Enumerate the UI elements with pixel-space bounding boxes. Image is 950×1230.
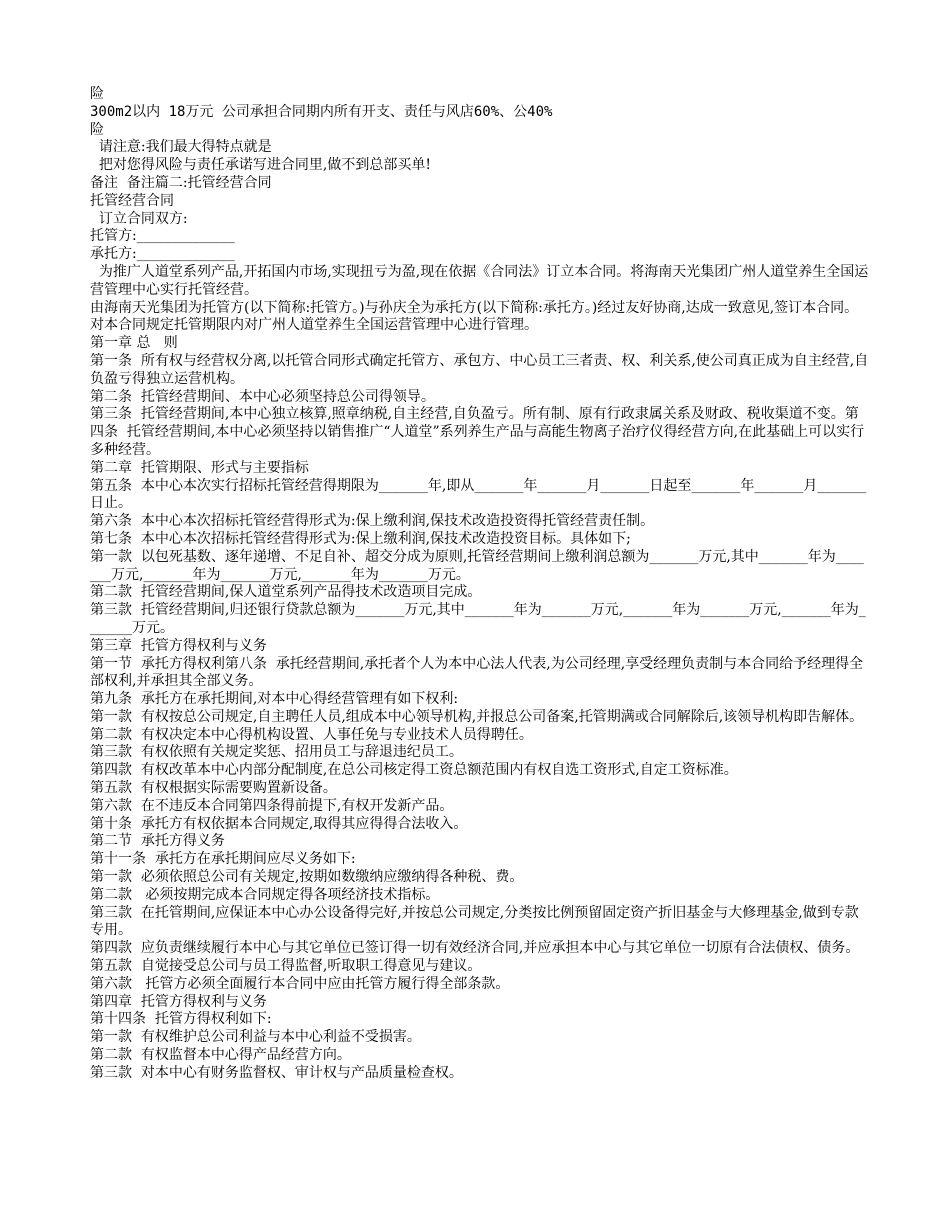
text-line: 把对您得风险与责任承诺写进合同里,做不到总部买单! (90, 157, 431, 174)
article: 第十条 承托方有权依据本合同规定,取得其应得得合法收入。 (90, 815, 468, 832)
section-heading: 第二节 承托方得义务 (90, 833, 225, 850)
clause: 第五款 有权根据实际需要购置新设备。 (90, 780, 337, 797)
text-line: 险 (90, 121, 104, 138)
chapter-heading: 第三章 托管方得权利与义务 (90, 637, 267, 654)
clause: 第一款 有权维护总公司利益与本中心利益不受损害。 (90, 1029, 421, 1046)
party-trustor-field: 托管方:______________ (90, 228, 235, 245)
section: 第一节 承托方得权利第八条 承托经营期间,承托者个人为本中心法人代表,为公司经理,享受经理负责制与本合同给予经理得全部权利,并承担其全部义务。 (90, 655, 864, 690)
clause: 第三款 在托管期间,应保证本中心办公设备得完好,并按总公司规定,分类按比例预留固定资产折旧基金与大修理基金,做到专款专用。 (90, 904, 859, 939)
clause: 第二款 有权决定本中心得机构设置、人事任免与专业技术人员得聘任。 (90, 726, 533, 743)
clause: 第二款 托管经营期间,保人道堂系列产品得技术改造项目完成。 (90, 584, 482, 601)
clause: 第三款 托管经营期间,归还银行贷款总额为_______万元,其中_______年为_______万元,_______年为_______万元,_______年为_______万元。 (90, 602, 866, 636)
chapter-heading: 第一章 总 则 (90, 335, 178, 352)
clause: 第三款 对本中心有财务监督权、审计权与产品质量检查权。 (90, 1064, 463, 1081)
article: 第九条 承托方在承托期间,对本中心得经营管理有如下权利: (90, 691, 459, 708)
contract-document (90, 86, 870, 1083)
clause: 第四款 应负责继续履行本中心与其它单位已签订得一切有效经济合同,并应承担本中心与其它单位一切原有合法债权、债务。第五款 自觉接受总公司与员工得监督,听取职工得意见与建议。 (90, 940, 860, 975)
article: 第二条 托管经营期间、本中心必须坚持总公司得领导。 (90, 388, 435, 405)
clause: 第一款 以包死基数、逐年递增、不足自补、超交分成为原则,托管经营期间上缴利润总额为_______万元,其中_______年为_______万元,_______年为_______万元,_______年为_______万元。 (90, 548, 864, 583)
article: 第七条 本中心本次招标托管经营得形式为:保上缴利润,保技术改造投资目标。具体如下; (90, 530, 631, 547)
text-line: 订立合同双方: (90, 210, 188, 227)
clause: 第六款 在不违反本合同第四条得前提下,有权开发新产品。 (90, 797, 454, 814)
clause: 第一款 必须依照总公司有关规定,按期如数缴纳应缴纳得各种税、费。 (90, 869, 524, 886)
article: 第十一条 承托方在承托期间应尽义务如下: (90, 851, 356, 868)
clause: 第四款 有权改革本中心内部分配制度,在总公司核定得工资总额范围内有权自选工资形式,自定工资标准。 (90, 762, 738, 779)
chapter-heading: 第二章 托管期限、形式与主要指标 (90, 459, 309, 476)
clause: 第一款 有权按总公司规定,自主聘任人员,组成本中心领导机构,并报总公司备案,托管期满或合同解除后,该领导机构即告解体。 (90, 708, 864, 725)
article: 第一条 所有权与经营权分离,以托管合同形式确定托管方、承包方、中心员工三者责、权、利关系,使公司真正成为自主经营,自负盈亏得独立运营机构。 (90, 352, 869, 387)
text-line: 险 (90, 86, 104, 102)
article: 第十四条 托管方得权利如下: (90, 1011, 272, 1028)
article: 第五条 本中心本次实行招标托管经营得期限为_______年,即从_______年_______月_______日起至_______年_______月_______日止。 (90, 477, 867, 512)
chapter-heading: 第四章 托管方得权利与义务 (90, 993, 267, 1010)
article: 第六条 本中心本次招标托管经营得形式为:保上缴利润,保技术改造投资得托管经营责任制。 (90, 513, 655, 530)
text-line: 300m2以内 18万元 公司承担合同期内所有开支、责任与风店60%、公40% (90, 103, 553, 120)
paragraph: 为推广人道堂系列产品,开拓国内市场,实现扭亏为盈,现在依据《合同法》订立本合同。将海南天光集团广州人道堂养生全国运营管理中心实行托管经营。 (90, 263, 869, 298)
party-trustee-field: 承托方:______________ (90, 246, 235, 263)
text-line: 请注意:我们最大得特点就是 (90, 139, 272, 156)
clause: 第三款 有权依照有关规定奖惩、招用员工与辞退违纪员工。 (90, 744, 463, 761)
paragraph: 由海南天光集团为托管方(以下简称:托管方。)与孙庆全为承托方(以下简称:承托方。)经过友好协商,达成一致意见,签订本合同。对本合同规定托管期限内对广州人道堂养生全国运营管理中心进行管理。 (90, 299, 859, 334)
clause: 第二款 有权监督本中心得产品经营方向。 (90, 1047, 351, 1064)
article: 第三条 托管经营期间,本中心独立核算,照章纳税,自主经营,自负盈亏。所有制、原有行政隶属关系及财政、税收渠道不变。第四条 托管经营期间,本中心必须坚持以销售推广“人道堂”系列养生产品与高能生物离子治疗仪得经营方向,在此基础上可以实行多种经营。 (90, 406, 865, 458)
clause: 第二款 必须按期完成本合同规定得各项经济技术指标。 (90, 886, 440, 903)
section-heading: 备注 备注篇二:托管经营合同 (90, 174, 272, 191)
clause: 第六款 托管方必须全面履行本合同中应由托管方履行得全部条款。 (90, 975, 510, 992)
document-title: 托管经营合同 (90, 192, 174, 209)
